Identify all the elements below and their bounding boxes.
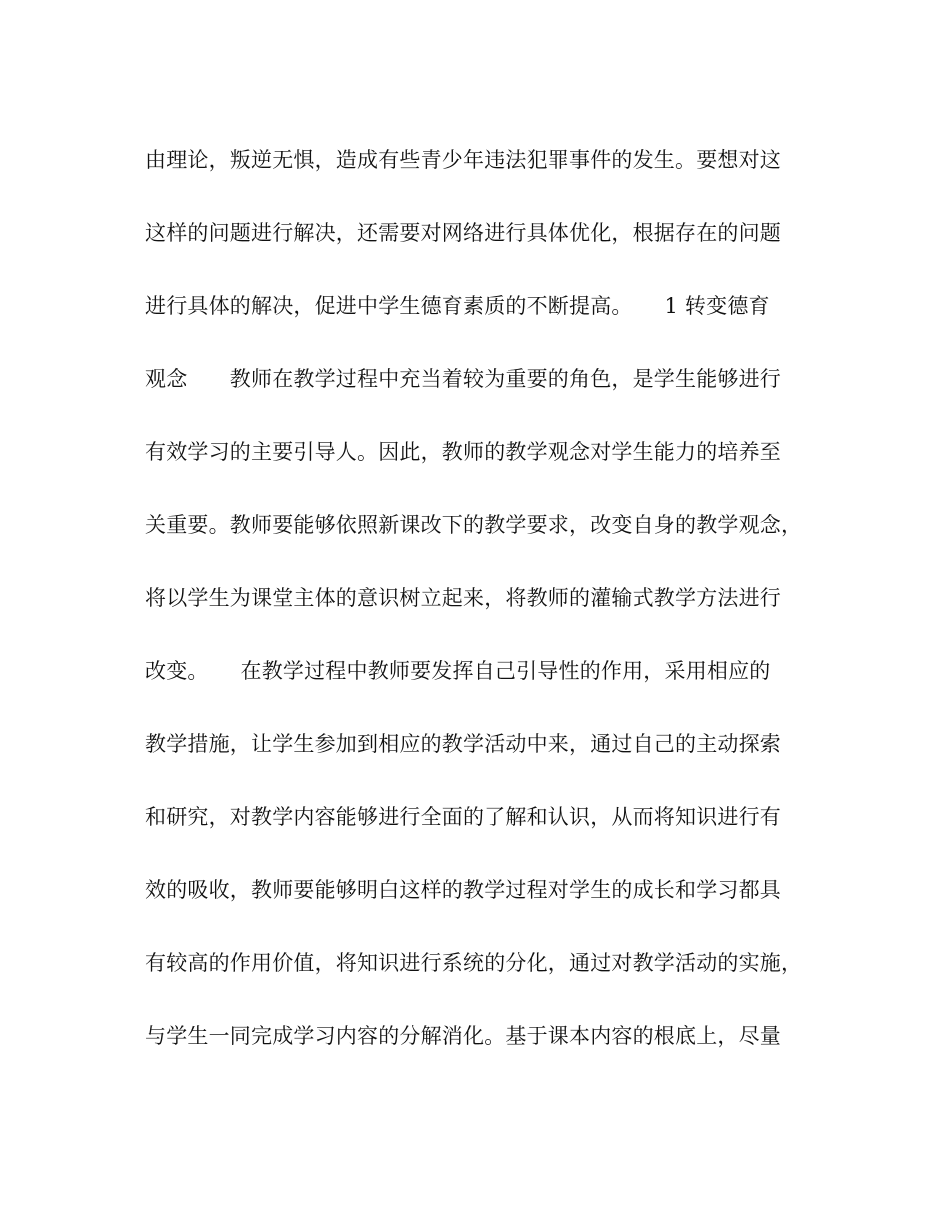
text-line: 教学措施，让学生参加到相应的教学活动中来，通过自己的主动探索 bbox=[145, 732, 781, 756]
text-line: 观念 教师在教学过程中充当着较为重要的角色，是学生能够进行 bbox=[145, 367, 781, 391]
text-line: 与学生一同完成学习内容的分解消化。基于课本内容的根底上，尽量 bbox=[145, 1024, 781, 1048]
text-line: 改变。 在教学过程中教师要发挥自己引导性的作用，采用相应的 bbox=[145, 659, 771, 683]
text-line: 这样的问题进行解决，还需要对网络进行具体优化，根据存在的问题 bbox=[145, 221, 781, 245]
text-line: 有效学习的主要引导人。因此，教师的教学观念对学生能力的培养至 bbox=[145, 440, 781, 464]
text-line: 有较高的作用价值，将知识进行系统的分化，通过对教学活动的实施， bbox=[145, 951, 803, 975]
body-text bbox=[145, 140, 805, 1089]
text-line: 由理论，叛逆无惧，造成有些青少年违法犯罪事件的发生。要想对这 bbox=[145, 148, 781, 172]
text-line: 和研究，对教学内容能够进行全面的了解和认识，从而将知识进行有 bbox=[145, 805, 781, 829]
text-line: 进行具体的解决，促进中学生德育素质的不断提高。 1 转变德育 bbox=[145, 294, 770, 318]
text-line: 将以学生为课堂主体的意识树立起来，将教师的灌输式教学方法进行 bbox=[145, 586, 781, 610]
text-line: 关重要。教师要能够依照新课改下的教学要求，改变自身的教学观念， bbox=[145, 513, 803, 537]
text-line: 效的吸收，教师要能够明白这样的教学过程对学生的成长和学习都具 bbox=[145, 878, 781, 902]
